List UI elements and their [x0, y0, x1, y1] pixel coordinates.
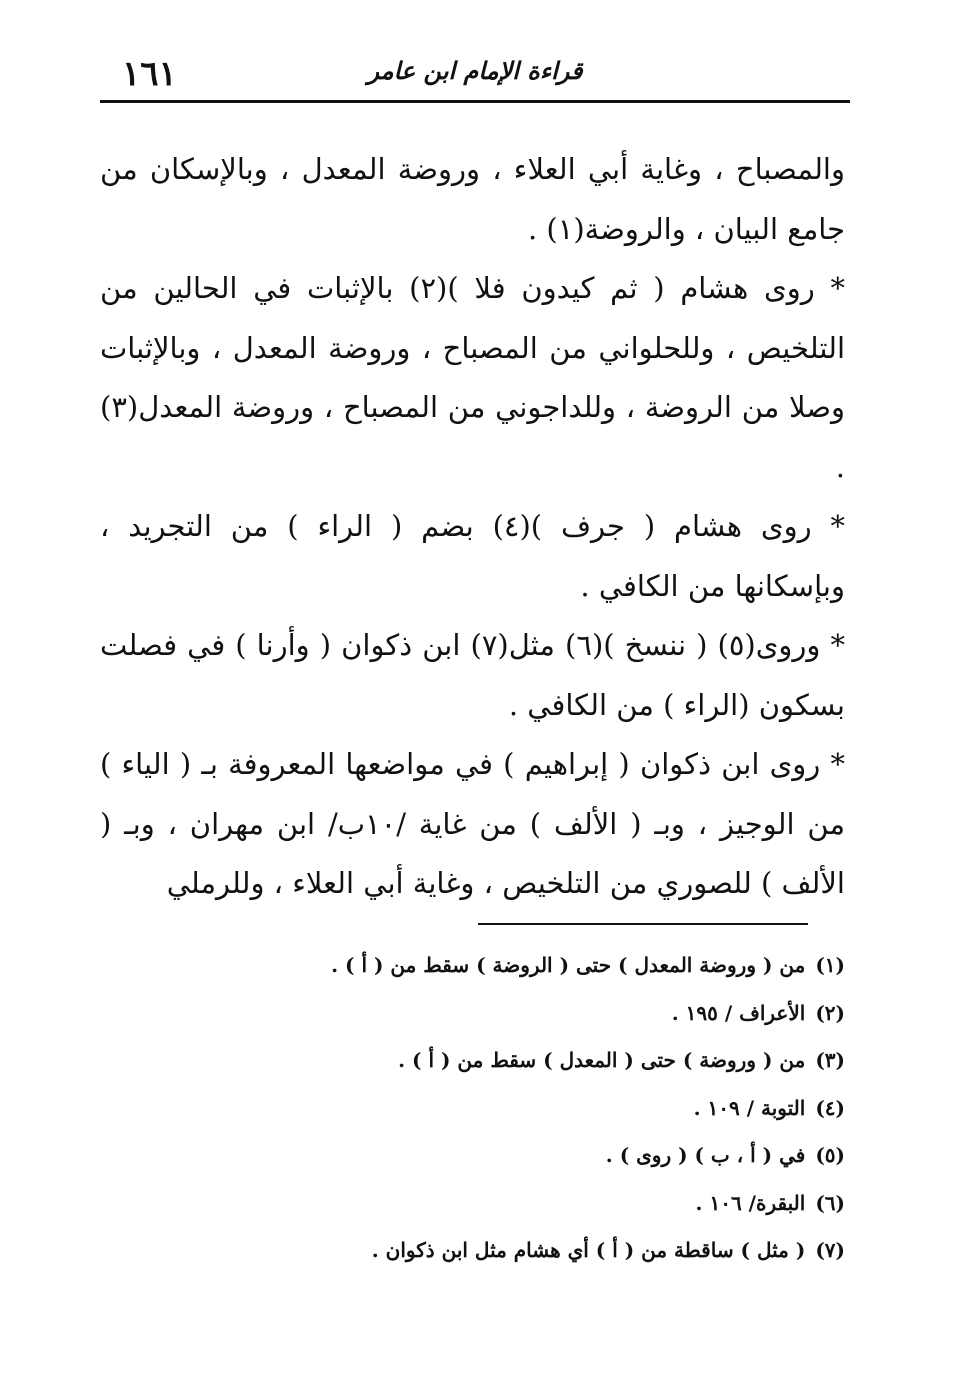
footnote-text: ( مثل ) ساقطة من ( أ ) أي هشام مثل ابن ذكوان . — [371, 1238, 806, 1262]
footnotes — [150, 942, 845, 1275]
paragraph-4: * وروى(٥) ( ننسخ )(٦) مثل(٧) ابن ذكوان ( وأرنا ) في فصلت بسكون (الراء ) من الكافي . — [100, 628, 846, 722]
page-header — [100, 48, 850, 100]
paragraph-5: * روى ابن ذكوان ( إبراهيم ) في مواضعها المعروفة بـ ( الياء ) من الوجيز ، وبـ ( الألف ) من غاية /١٠ب/ ابن مهران ، وبـ ( الألف ) للصوري من التلخيص ، وغاية أبي العلاء ، وللرملي — [100, 747, 846, 900]
running-title: قراءة الإمام ابن عامر — [367, 56, 583, 85]
header-rule — [100, 100, 850, 103]
footnote-text: التوبة / ١٠٩ . — [693, 1095, 806, 1120]
footnote-rule — [478, 923, 808, 925]
footnote-1 — [150, 942, 845, 990]
footnote-number: (٧) — [815, 1238, 845, 1262]
footnote-number: (٦) — [815, 1190, 845, 1215]
footnote-number: (٣) — [815, 1048, 845, 1072]
body-text — [100, 140, 845, 914]
paragraph-2: * روى هشام ( ثم كيدون فلا )(٢) بالإثبات في الحالين من التلخيص ، وللحلواني من المصباح ، وروضة المعدل ، وبالإثبات وصلا من الروضة ، وللداجوني من المصباح ، وروضة المعدل(٣) . — [100, 271, 845, 484]
footnote-number: (٤) — [815, 1095, 845, 1120]
footnote-4 — [150, 1085, 845, 1133]
footnote-5 — [150, 1132, 845, 1180]
footnote-number: (١) — [815, 953, 845, 977]
paragraph-3: * روى هشام ( جرف )(٤) بضم ( الراء ) من التجريد ، وبإسكانها من الكافي . — [100, 509, 845, 603]
footnote-number: (٥) — [815, 1143, 845, 1167]
footnote-text: من ( وروضة المعدل ) حتى ( الروضة ) سقط من ( أ ) . — [331, 953, 806, 977]
paragraph-1: والمصباح ، وغاية أبي العلاء ، وروضة المعدل ، وبالإسكان من جامع البيان ، والروضة(١) . — [100, 152, 845, 246]
footnote-number: (٢) — [815, 1000, 845, 1025]
footnote-3 — [150, 1037, 845, 1085]
footnote-text: من ( وروضة ) حتى ( المعدل ) سقط من ( أ ) . — [398, 1048, 806, 1072]
footnote-text: في ( أ ، ب ) ( روى ) . — [605, 1143, 806, 1167]
footnote-text: الأعراف / ١٩٥ . — [671, 1000, 806, 1025]
footnote-text: البقرة/ ١٠٦ . — [695, 1190, 806, 1215]
footnote-7 — [150, 1227, 845, 1275]
page-number: ١٦١ — [122, 54, 177, 94]
footnote-6 — [150, 1180, 845, 1228]
footnote-2 — [150, 990, 845, 1038]
